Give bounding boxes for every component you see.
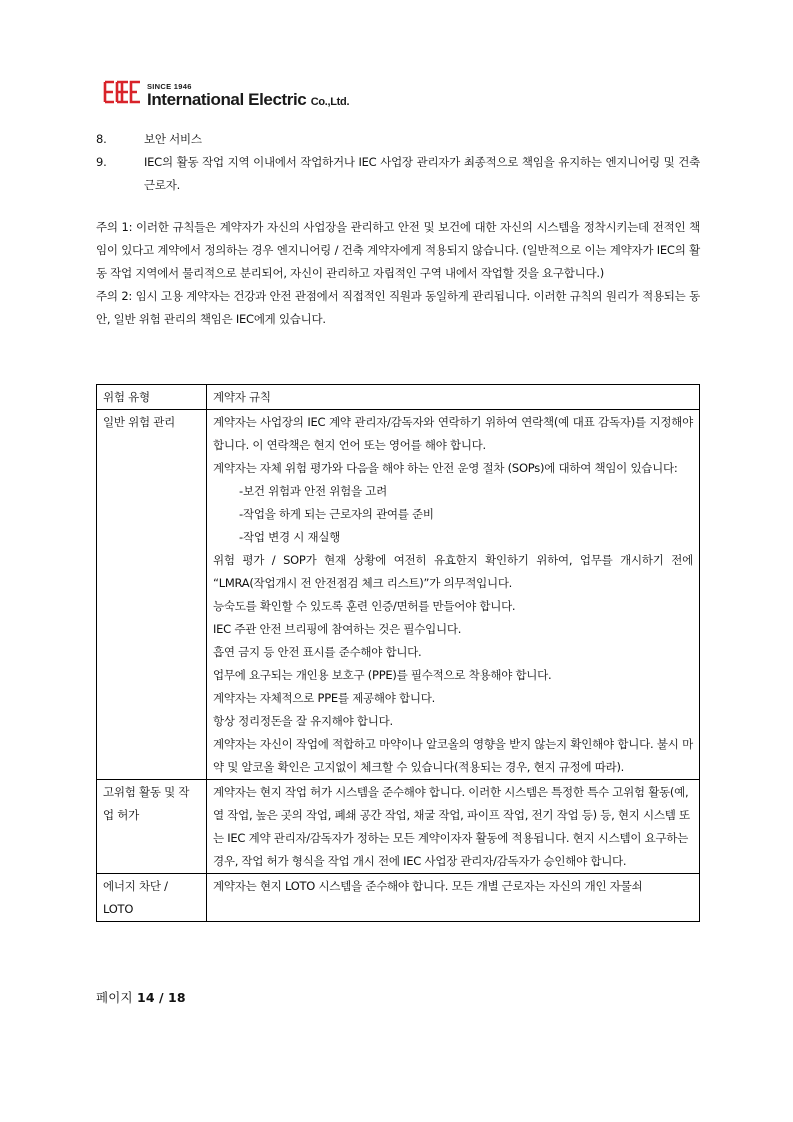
- rule-line: 계약자는 자체 위험 평가와 다음을 해야 하는 안전 운영 절차 (SOPs)에 대하여 책임이 있습니다:: [213, 461, 678, 475]
- note-1: 주의 1: 이러한 규칙들은 계약자가 자신의 사업장을 관리하고 안전 및 보건에 대한 자신의 시스템을 정착시키는데 전적인 책임이 있다고 계약에서 정의하는 경우 엔지니어링 / 건축 계약자에게 적용되지 않습니다. (일반적으로 이는 계약자가 IEC의 활동 작업 지역에서 물리적으로 분리되어, 자신이 관리하고 자립적인 구역 내에서 작업할 것을 요구합니다.): [96, 220, 700, 280]
- company-suffix: Co.,Ltd.: [310, 96, 350, 108]
- rule-line: IEC 주관 안전 브리핑에 참여하는 것은 필수입니다.: [213, 622, 462, 636]
- bullet-item: [213, 526, 693, 549]
- rule-line: 위험 평가 / SOP가 현재 상황에 여전히 유효한지 확인하기 위하여, 업무를 개시하기 전에 “LMRA(작업개시 전 안전점검 체크 리스트)”가 의무적입니다.: [213, 553, 693, 590]
- page-label: 페이지: [96, 990, 133, 1005]
- page-header: [103, 68, 349, 108]
- rule-line: 계약자는 사업장의 IEC 계약 관리자/감독자와 연락하기 위하여 연락책(예 대표 감독자)를 지정해야 합니다. 이 연락책은 현지 언어 또는 영어를 해야 합니다.: [213, 415, 693, 452]
- list-text: 보안 서비스: [144, 132, 202, 146]
- rules-high-risk: 계약자는 현지 작업 허가 시스템을 준수해야 합니다. 이러한 시스템은 특정한 특수 고위험 활동(예, 열 작업, 높은 곳의 작업, 폐쇄 공간 작업, 채굴 작업, 파이프 작업, 전기 작업 등) 등, 현지 시스템 또는 IEC 계약 관리자/감독자가 정하는 모든 계약이자자 활동에 적용됩니다. 현지 시스템이 요구하는 경우, 작업 허가 형식을 작업 개시 전에 IEC 사업장 관리자/감독자가 승인해야 합니다.: [207, 780, 700, 874]
- bullet-item: [213, 503, 693, 526]
- page-footer: [96, 988, 186, 1006]
- rule-line: 능숙도를 확인할 수 있도록 훈련 인증/면허를 만들어야 합니다.: [213, 599, 516, 613]
- notes-section: [96, 216, 700, 331]
- rules-energy: 계약자는 현지 LOTO 시스템을 준수해야 합니다. 모든 개별 근로자는 자신의 개인 자물쇠: [207, 874, 700, 922]
- company-logo-mark: [103, 76, 143, 108]
- table-row: [97, 874, 700, 922]
- list-number: 8.: [96, 132, 107, 146]
- list-text: IEC의 활동 작업 지역 이내에서 작업하거나 IEC 사업장 관리자가 최종적으로 책임을 유지하는 엔지니어링 및 건축 근로자.: [144, 155, 701, 192]
- bullet-text: 보건 위험과 안전 위험을 고려: [243, 484, 387, 498]
- contractor-rules-table: [96, 384, 700, 922]
- bullet-text: 작업 변경 시 재실행: [243, 530, 341, 544]
- logo-since: SINCE 1946: [147, 81, 192, 91]
- risk-type-energy: 에너지 차단 / LOTO: [97, 874, 207, 922]
- rules-general: [207, 410, 700, 780]
- rule-line: 업무에 요구되는 개인용 보호구 (PPE)를 필수적으로 착용해야 합니다.: [213, 668, 552, 682]
- rule-line: 항상 정리정돈을 잘 유지해야 합니다.: [213, 714, 393, 728]
- table-row: [97, 410, 700, 780]
- rule-line: 흡연 금지 등 안전 표시를 준수해야 합니다.: [213, 645, 422, 659]
- numbered-list: [96, 128, 700, 197]
- page-separator: /: [159, 990, 164, 1005]
- bullet-dash: -: [239, 530, 243, 544]
- list-number: 9.: [96, 155, 107, 169]
- risk-type-high-risk: 고위험 활동 및 작업 허가: [97, 780, 207, 874]
- header-risk-type: 위험 유형: [97, 385, 207, 410]
- table-header-row: [97, 385, 700, 410]
- page-total: 18: [167, 990, 186, 1005]
- list-item: [96, 151, 700, 197]
- page-current: 14: [137, 990, 155, 1005]
- bullet-dash: -: [239, 484, 243, 498]
- table-row: [97, 780, 700, 874]
- header-contractor-rules: 계약자 규칙: [207, 385, 700, 410]
- bullet-text: 작업을 하게 되는 근로자의 관여를 준비: [243, 507, 434, 521]
- list-item: [96, 128, 700, 151]
- company-name: International Electric Co.,Ltd.: [147, 90, 350, 109]
- company-logo-text: [147, 83, 349, 109]
- rule-line: 계약자는 자체적으로 PPE를 제공해야 합니다.: [213, 691, 436, 705]
- bullet-dash: -: [239, 507, 243, 521]
- risk-type-general: 일반 위험 관리: [97, 410, 207, 780]
- rule-line: 계약자는 자신이 작업에 적합하고 마약이나 알코올의 영향을 받지 않는지 확인해야 합니다. 불시 마약 및 알코올 확인은 고지없이 체크할 수 있습니다(적용되는 경우, 현지 규정에 따라).: [213, 737, 693, 774]
- bullet-item: [213, 480, 693, 503]
- note-2: 주의 2: 임시 고용 계약자는 건강과 안전 관점에서 직접적인 직원과 동일하게 관리됩니다. 이러한 규칙의 원리가 적용되는 동안, 일반 위험 관리의 책임은 IEC에게 있습니다.: [96, 289, 700, 326]
